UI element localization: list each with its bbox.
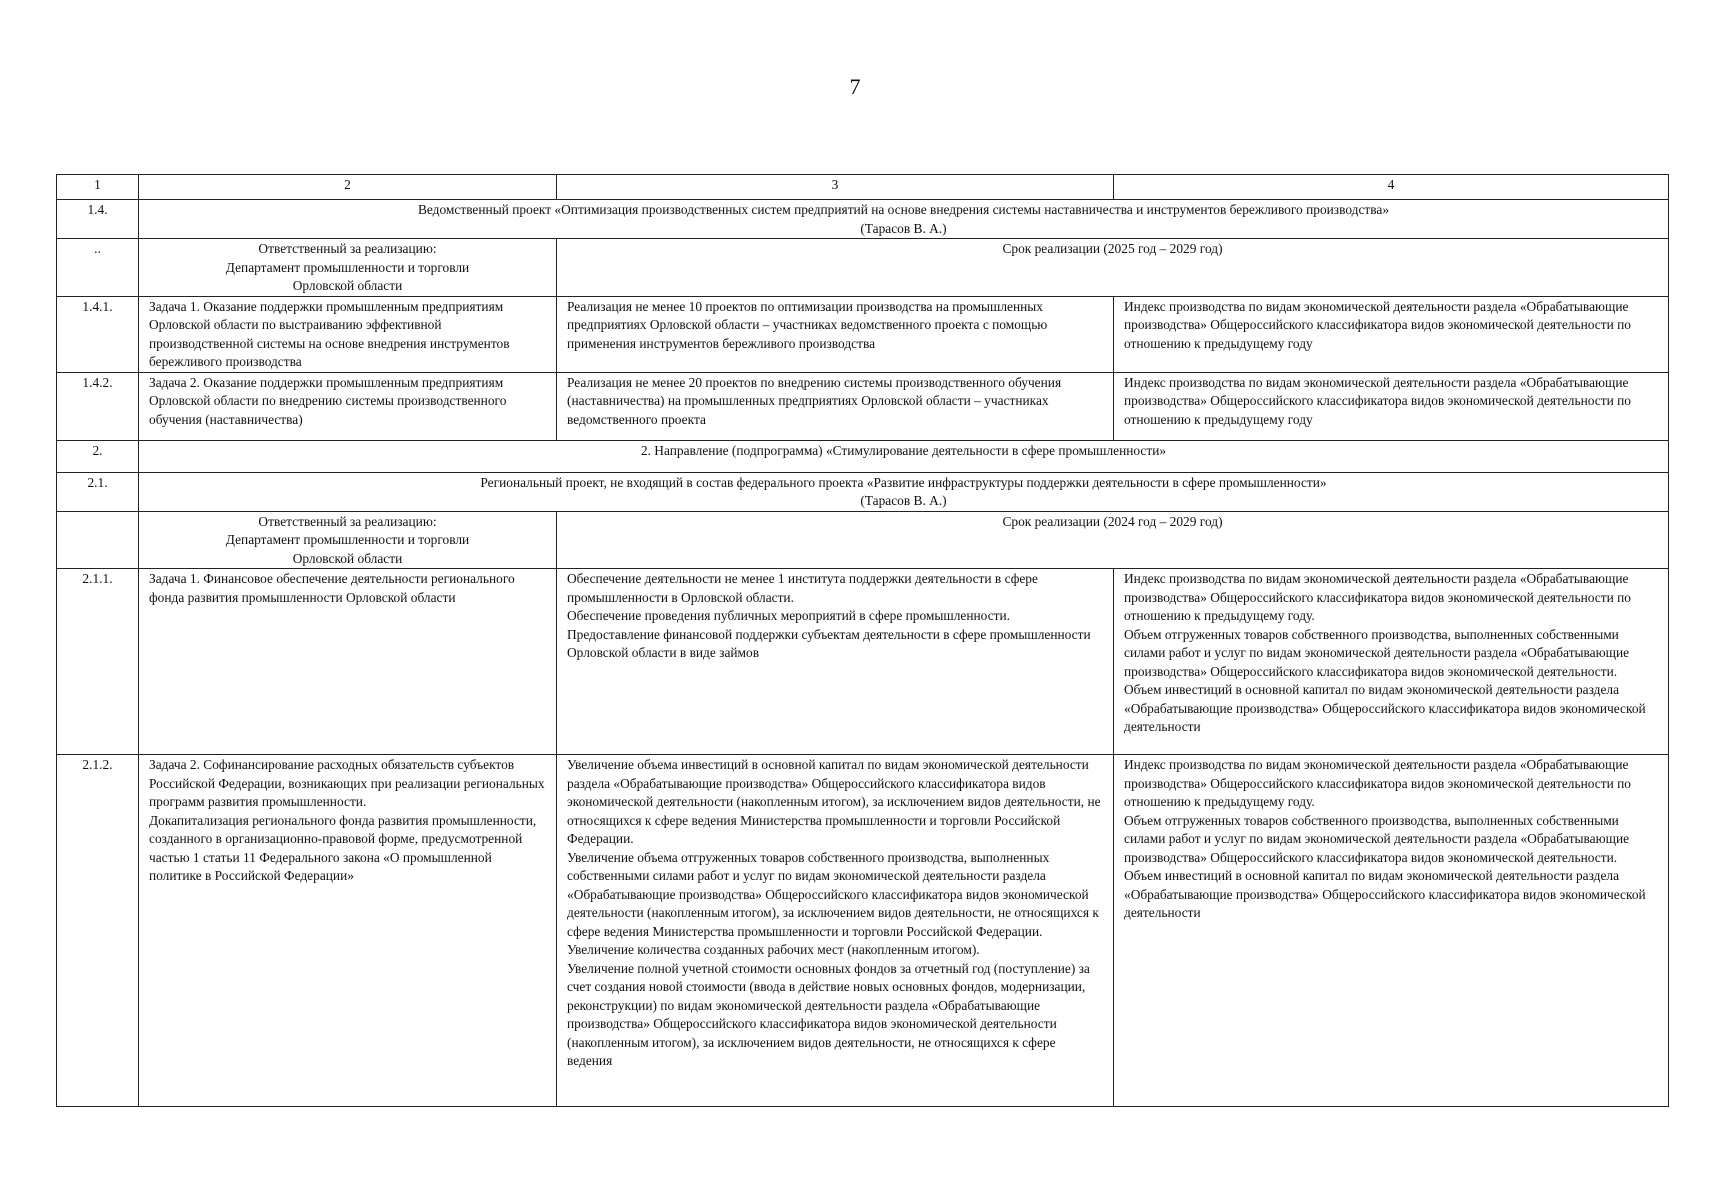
project-title: Ведомственный проект «Оптимизация производственных систем предприятий на основе внедрения системы наставничества и инструментов бережливого производства» (Тарасов В. А.): [139, 200, 1669, 239]
task-cell: Задача 1. Оказание поддержки промышленным предприятиям Орловской области по выстраиванию эффективной производственной системы на основе внедрения инструментов бережливого производства: [139, 296, 557, 372]
header-row: [57, 175, 1669, 200]
effects-cell: Реализация не менее 20 проектов по внедрению системы производственного обучения (наставничества) на промышленных предприятиях Орловской области – участниках ведомственного проекта: [557, 372, 1114, 440]
task-cell: Задача 1. Финансовое обеспечение деятельности регионального фонда развития промышленности Орловской области: [139, 569, 557, 755]
header-col-3: 3: [557, 175, 1114, 200]
table-row: [57, 569, 1669, 755]
row-number: ..: [57, 239, 139, 297]
responsible-cell: Ответственный за реализацию: Департамент промышленности и торговли Орловской области: [139, 239, 557, 297]
table-row: [57, 296, 1669, 372]
task-cell: Задача 2. Оказание поддержки промышленным предприятиям Орловской области по внедрению системы производственного обучения (наставничества): [139, 372, 557, 440]
header-col-1: 1: [57, 175, 139, 200]
project-row: [57, 200, 1669, 239]
responsible-row: [57, 239, 1669, 297]
indicators-cell: Индекс производства по видам экономической деятельности раздела «Обрабатывающие производства» Общероссийского классификатора видов экономической деятельности по отношению к предыдущему году. Объем отгруженных товаров собственного производства, выполненных собственными силами работ и услуг по видам экономической деятельности раздела «Обрабатывающие производства» Общероссийского классификатора видов экономической деятельности. Объем инвестиций в основной капитал по видам экономической деятельности раздела «Обрабатывающие производства» Общероссийского классификатора видов экономической деятельности: [1114, 755, 1669, 1107]
row-number: 2.1.: [57, 472, 139, 511]
term-cell: Срок реализации (2025 год – 2029 год): [557, 239, 1669, 297]
responsible-cell: Ответственный за реализацию: Департамент промышленности и торговли Орловской области: [139, 511, 557, 569]
effects-cell: Обеспечение деятельности не менее 1 института поддержки деятельности в сфере промышленности в Орловской области. Обеспечение проведения публичных мероприятий в сфере промышленности. Предоставление финансовой поддержки субъектам деятельности в сфере промышленности Орловской области в виде займов: [557, 569, 1114, 755]
row-number: 2.: [57, 440, 139, 472]
row-number: 1.4.2.: [57, 372, 139, 440]
effects-cell: Увеличение объема инвестиций в основной капитал по видам экономической деятельности раздела «Обрабатывающие производства» Общероссийского классификатора видов экономической деятельности (накопленным итогом), за исключением видов деятельности, не относящихся к сфере ведения Министерства промышленности и торговли Российской Федерации. Увеличение объема отгруженных товаров собственного производства, выполненных собственными силами работ и услуг по видам экономической деятельности раздела «Обрабатывающие производства» Общероссийского классификатора видов экономической деятельности (накопленным итогом), за исключением видов деятельности, не относящихся к сфере ведения Министерства промышленности и торговли Российской Федерации. Увеличение количества созданных рабочих мест (накопленным итогом). Увеличение полной учетной стоимости основных фондов за отчетный год (поступление) за счет создания новой стоимости (ввода в действие новых основных фондов, модернизации, реконструкции) по видам экономической деятельности раздела «Обрабатывающие производства» Общероссийского классификатора видов экономической деятельности (накопленным итогом), за исключением видов деятельности, не относящихся к сфере ведения: [557, 755, 1114, 1107]
responsible-row: [57, 511, 1669, 569]
project-row: [57, 472, 1669, 511]
project-title: Региональный проект, не входящий в состав федерального проекта «Развитие инфраструктуры поддержки деятельности в сфере промышленности» (Тарасов В. А.): [139, 472, 1669, 511]
header-col-4: 4: [1114, 175, 1669, 200]
program-structure-table: [56, 174, 1669, 1107]
indicators-cell: Индекс производства по видам экономической деятельности раздела «Обрабатывающие производства» Общероссийского классификатора видов экономической деятельности по отношению к предыдущему году. Объем отгруженных товаров собственного производства, выполненных собственными силами работ и услуг по видам экономической деятельности раздела «Обрабатывающие производства» Общероссийского классификатора видов экономической деятельности. Объем инвестиций в основной капитал по видам экономической деятельности раздела «Обрабатывающие производства» Общероссийского классификатора видов экономической деятельности: [1114, 569, 1669, 755]
row-number: 1.4.1.: [57, 296, 139, 372]
effects-cell: Реализация не менее 10 проектов по оптимизации производства на промышленных предприятиях Орловской области – участниках ведомственного проекта с помощью применения инструментов бережливого производства: [557, 296, 1114, 372]
row-number: 2.1.2.: [57, 755, 139, 1107]
row-number: [57, 511, 139, 569]
indicators-cell: Индекс производства по видам экономической деятельности раздела «Обрабатывающие производства» Общероссийского классификатора видов экономической деятельности по отношению к предыдущему году: [1114, 372, 1669, 440]
table-row: [57, 755, 1669, 1107]
row-number: 2.1.1.: [57, 569, 139, 755]
header-col-2: 2: [139, 175, 557, 200]
page-number: 7: [849, 74, 861, 99]
indicators-cell: Индекс производства по видам экономической деятельности раздела «Обрабатывающие производства» Общероссийского классификатора видов экономической деятельности по отношению к предыдущему году: [1114, 296, 1669, 372]
direction-title: 2. Направление (подпрограмма) «Стимулирование деятельности в сфере промышленности»: [139, 440, 1669, 472]
direction-row: [57, 440, 1669, 472]
task-cell: Задача 2. Софинансирование расходных обязательств субъектов Российской Федерации, возникающих при реализации региональных программ развития промышленности. Докапитализация регионального фонда развития промышленности, созданного в организационно-правовой форме, предусмотренной частью 1 статьи 11 Федерального закона «О промышленной политике в Российской Федерации»: [139, 755, 557, 1107]
row-number: 1.4.: [57, 200, 139, 239]
term-cell: Срок реализации (2024 год – 2029 год): [557, 511, 1669, 569]
table-row: [57, 372, 1669, 440]
